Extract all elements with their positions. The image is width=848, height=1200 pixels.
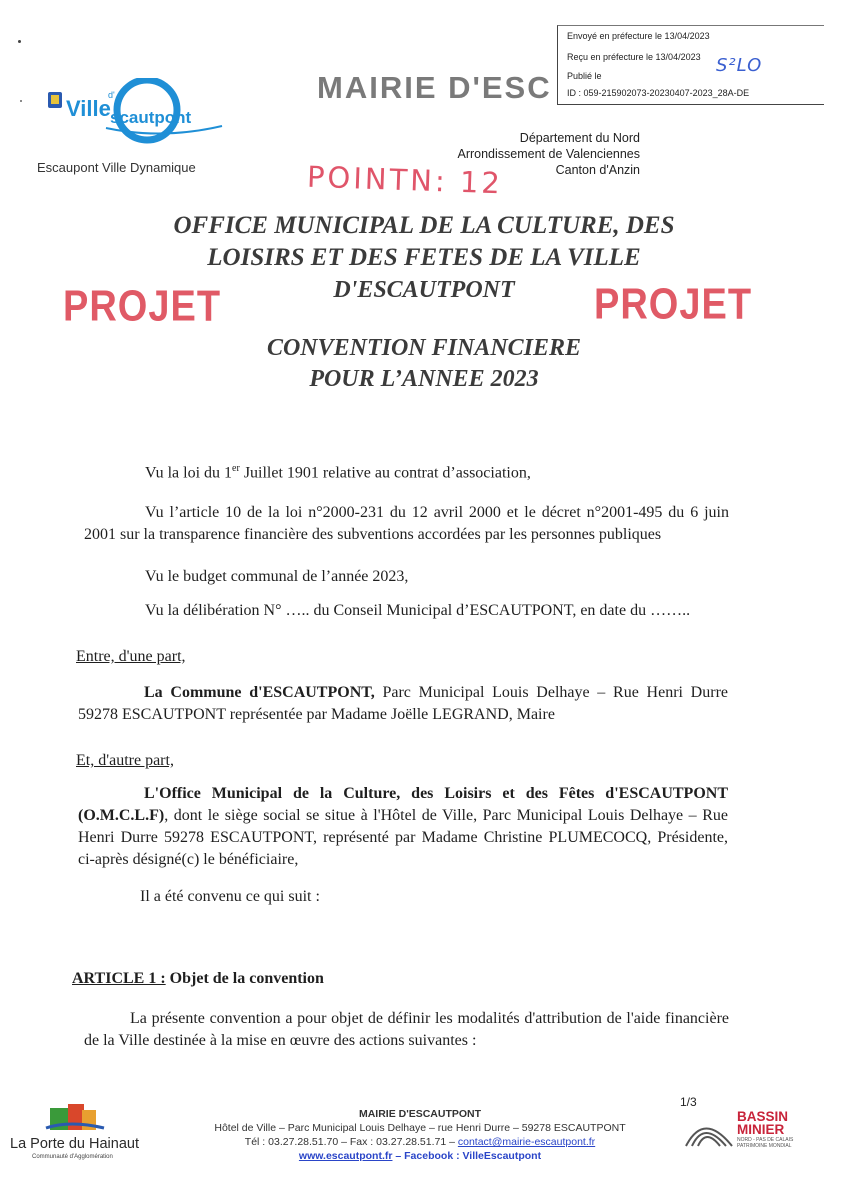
footer-web-line (150, 1149, 690, 1163)
office-details: , dont le siège social se situe à l'Hôtel de Ville, Parc Municipal Louis Delhaye – Rue Henri Durre 59278 ESCAUTPONT, représenté par Madame Christine PLUMECOCQ, Présidente, ci-après désigné(c) le bénéficiaire, (78, 807, 728, 868)
paragraph-objet: La présente convention a pour objet de définir les modalités d'attribution de l'aide financière de la Ville destinée à la mise en œuvre des actions suivantes : (84, 1010, 729, 1049)
commune-details: Parc Municipal Louis Delhaye – Rue Henri Durre 59278 ESCAUTPONT représentée par Madame Joëlle LEGRAND, Maire (78, 684, 728, 723)
bassin-line-2: MINIER (737, 1122, 785, 1137)
footer-title: MAIRIE D'ESCAUTPONT (358, 1108, 482, 1120)
title-line-1: OFFICE MUNICIPAL DE LA CULTURE, DES (173, 212, 675, 239)
title-line-3: D'ESCAUTPONT (333, 277, 515, 303)
title-line-2: LOISIRS ET DES FETES DE LA VILLE (207, 244, 641, 271)
paragraph-convenu: Il a été convenu ce qui suit : (140, 888, 320, 905)
footer-facebook: – Facebook : VilleEscautpont (392, 1150, 542, 1162)
stamp-published: Publié le (567, 71, 602, 81)
p1-text-cont: Juillet 1901 relative au contrat d’association, (239, 464, 531, 482)
scan-speck (20, 100, 22, 102)
p1-superscript: er (232, 463, 240, 474)
paragraph-commune (78, 682, 728, 726)
stamp-sent: Envoyé en préfecture le 13/04/2023 (567, 31, 710, 41)
footer-contact (150, 1107, 690, 1163)
footer-phone-line (150, 1135, 690, 1149)
article-1-title: Objet de la convention (165, 970, 324, 987)
commune-name: La Commune d'ESCAUTPONT, (144, 684, 375, 701)
bassin-subtitle: NORD - PAS DE CALAIS PATRIMOINE MONDIAL (737, 1137, 794, 1149)
heading-autre-part: Et, d'autre part, (76, 752, 174, 769)
heading-entre: Entre, d'une part, (76, 648, 186, 665)
svg-text:scautpont: scautpont (110, 108, 192, 127)
paragraph-office (78, 783, 728, 871)
handwritten-point-number: POINTN: 12 (306, 159, 504, 201)
article-1-heading (72, 968, 324, 990)
stamp-id: ID : 059-215902073-20230407-2023_28A-DE (567, 88, 750, 98)
footer-website-link[interactable]: www.escautpont.fr (298, 1150, 393, 1162)
svg-text:d': d' (108, 90, 115, 100)
projet-stamp-right: PROJET (594, 280, 753, 330)
title-year: POUR L’ANNEE 2023 (309, 366, 539, 392)
admin-department: Département du Nord (519, 131, 640, 145)
bassin-line-1: BASSIN (737, 1109, 789, 1124)
footer-tel-fax: Tél : 03.27.28.51.70 – Fax : 03.27.28.51.71 – (244, 1136, 458, 1148)
page-number: 1/3 (680, 1095, 697, 1109)
footer-address: Hôtel de Ville – Parc Municipal Louis Delhaye – rue Henri Durre – 59278 ESCAUTPONT (214, 1122, 626, 1134)
paragraph-budget: Vu le budget communal de l’année 2023, (145, 568, 409, 585)
admin-canton: Canton d'Anzin (555, 163, 640, 177)
footer-logo-text: La Porte du Hainaut (10, 1136, 139, 1152)
footer-email-link[interactable]: contact@mairie-escautpont.fr (457, 1136, 596, 1148)
paragraph-loi-1901 (145, 458, 531, 484)
admin-arrondissement: Arrondissement de Valenciennes (457, 147, 640, 161)
prefecture-stamp (557, 25, 824, 105)
paragraph-deliberation: Vu la délibération N° ….. du Conseil Municipal d’ESCAUTPONT, en date du …….. (145, 602, 691, 619)
title-convention: CONVENTION FINANCIERE (266, 335, 582, 361)
scan-speck (18, 40, 21, 43)
projet-stamp-left: PROJET (63, 282, 222, 332)
p1-text: Vu la loi du 1 (145, 464, 233, 482)
office-name: L'Office Municipal de la Culture, des Loisirs et des Fêtes d'ESCAUTPONT (O.M.C.L.F) (78, 785, 728, 824)
svg-text:Ville: Ville (66, 96, 111, 121)
paragraph-article-10: Vu l’article 10 de la loi n°2000-231 du 12 avril 2000 et le décret n°2001-495 du 6 juin 2001 sur la transparence financière des subventions accordées par les personnes publiques (84, 504, 729, 543)
mairie-title: MAIRIE D'ESC (317, 70, 552, 105)
logo-subtitle: Escaupont Ville Dynamique (37, 160, 196, 175)
stamp-received: Reçu en préfecture le 13/04/2023 (567, 52, 701, 62)
bassin-minier-text (737, 1110, 788, 1136)
stamp-handwritten-mark: S²LO (716, 55, 763, 76)
article-1-label: ARTICLE 1 : (72, 970, 166, 987)
escautpont-logo (42, 78, 232, 148)
footer-logo-subtitle: Communauté d'Agglomération (32, 1154, 113, 1160)
